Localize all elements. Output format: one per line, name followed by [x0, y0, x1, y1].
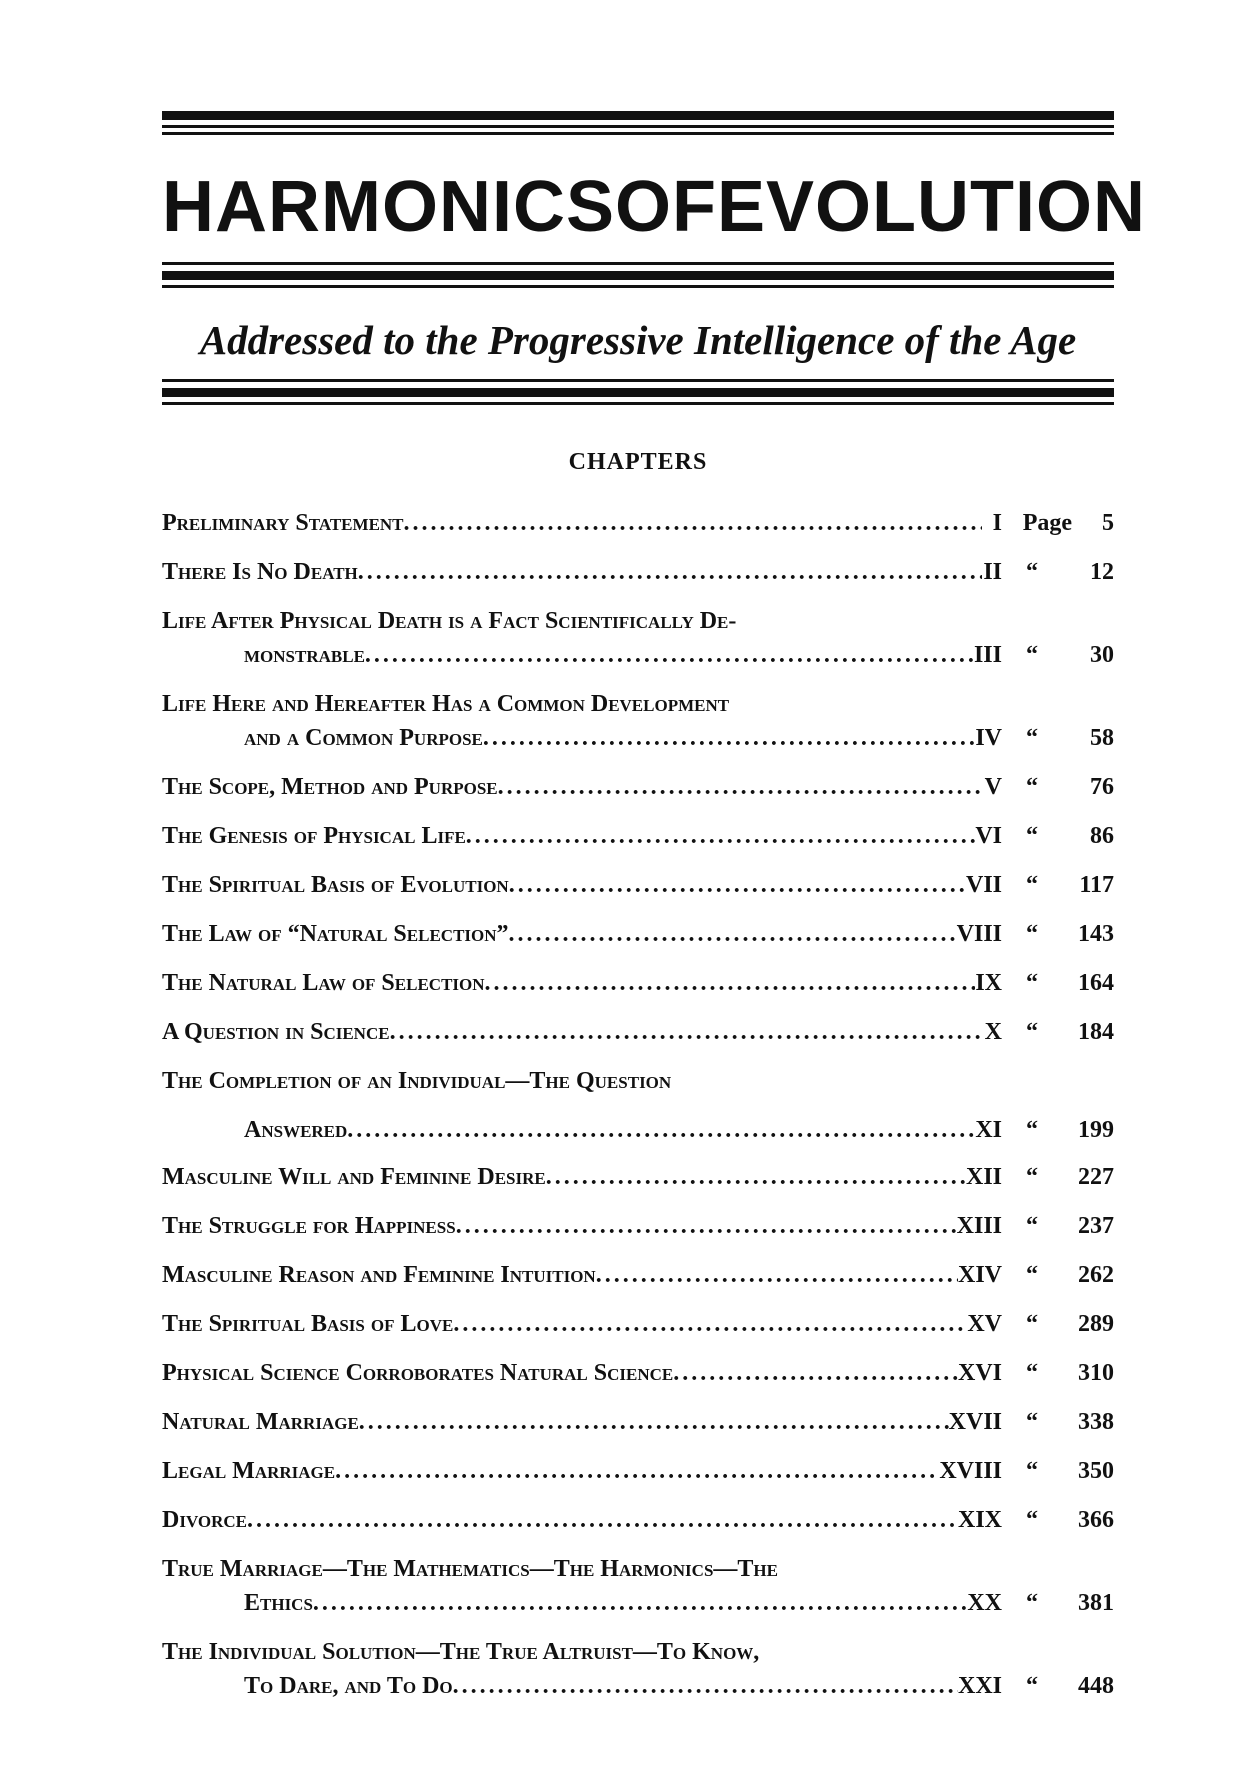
- toc-entry: [162, 1552, 1114, 1620]
- chapter-number: I: [992, 510, 1002, 536]
- page-label: “: [1026, 1262, 1038, 1288]
- title-rule-thick: [162, 271, 1114, 280]
- page-number: 184: [1078, 1019, 1114, 1045]
- chapter-number: III: [973, 642, 1002, 668]
- toc-entry: [162, 1209, 1114, 1243]
- toc-entry: [162, 770, 1114, 804]
- toc-entry: [162, 1015, 1114, 1049]
- chapter-title: Masculine Will and Feminine Desire: [162, 1164, 546, 1190]
- page-label: “: [1026, 642, 1038, 668]
- dot-leader: [404, 506, 982, 540]
- toc-entry-line: [162, 1454, 1114, 1488]
- dot-leader: [358, 555, 982, 589]
- subtitle-rule-thin-2: [162, 402, 1114, 405]
- dot-leader: [485, 966, 976, 1000]
- toc-entry: [162, 1405, 1114, 1439]
- dot-leader: [347, 1113, 975, 1147]
- page-number: 30: [1090, 642, 1114, 668]
- chapter-number: VIII: [956, 921, 1002, 947]
- toc-entry: [162, 1160, 1114, 1194]
- chapter-title: The Individual Solution—The True Altruist—To Know,: [162, 1639, 760, 1665]
- toc-entry-line: [162, 1552, 1114, 1586]
- page-number: 199: [1078, 1117, 1114, 1143]
- toc-entry-line: [162, 604, 1114, 638]
- toc-entry-line: [162, 1503, 1114, 1537]
- page-label: “: [1026, 921, 1038, 947]
- page-label: “: [1026, 725, 1038, 751]
- chapter-title: The Spiritual Basis of Evolution: [162, 872, 509, 898]
- toc-entry-line: [162, 1160, 1114, 1194]
- toc-entry: [162, 1356, 1114, 1390]
- dot-leader: [247, 1503, 958, 1537]
- chapter-number: IV: [975, 725, 1002, 751]
- toc-entry-line: [162, 1307, 1114, 1341]
- chapter-number: XXI: [957, 1673, 1002, 1699]
- toc-entry-continuation: [162, 638, 1114, 672]
- page-number: 58: [1090, 725, 1114, 751]
- chapter-number: VII: [965, 872, 1002, 898]
- toc-entry-line: [162, 917, 1114, 951]
- page-label: “: [1026, 774, 1038, 800]
- page-label: “: [1026, 559, 1038, 585]
- page-label: “: [1026, 1673, 1038, 1699]
- chapter-number: XV: [967, 1311, 1002, 1337]
- chapter-number: XX: [967, 1590, 1002, 1616]
- toc-entry-line: [162, 966, 1114, 1000]
- chapter-title: Ethics: [244, 1590, 313, 1616]
- chapter-title: Physical Science Corroborates Natural Science: [162, 1360, 674, 1386]
- dot-leader: [453, 1669, 958, 1703]
- page-number: 227: [1078, 1164, 1114, 1190]
- toc-entry-line: [162, 506, 1114, 540]
- toc-entry-line: [162, 1405, 1114, 1439]
- chapter-number: V: [984, 774, 1002, 800]
- page-label: “: [1026, 1590, 1038, 1616]
- chapter-title: The Completion of an Individual—The Question: [162, 1068, 672, 1094]
- page-number: 310: [1078, 1360, 1114, 1386]
- toc-entry-continuation: [162, 721, 1114, 755]
- toc-entry: [162, 1258, 1114, 1292]
- page-label: “: [1026, 1311, 1038, 1337]
- toc-entry-line: [162, 819, 1114, 853]
- dot-leader: [546, 1160, 966, 1194]
- page-number: 143: [1078, 921, 1114, 947]
- page-label: “: [1026, 823, 1038, 849]
- chapter-title: A Question in Science: [162, 1019, 390, 1045]
- toc-entry-line: [162, 555, 1114, 589]
- page-label: “: [1026, 1409, 1038, 1435]
- title-rule-thin-2: [162, 285, 1114, 288]
- page-label: “: [1026, 1360, 1038, 1386]
- page-label: “: [1026, 1507, 1038, 1533]
- page-number: 448: [1078, 1673, 1114, 1699]
- toc-entry: [162, 1454, 1114, 1488]
- chapter-number: II: [983, 559, 1002, 585]
- chapter-number: XII: [965, 1164, 1002, 1190]
- toc-entry: [162, 604, 1114, 672]
- chapter-title: Preliminary Statement: [162, 510, 404, 536]
- chapter-number: XVI: [957, 1360, 1002, 1386]
- subtitle-rule-thick: [162, 388, 1114, 397]
- chapter-title: The Genesis of Physical Life: [162, 823, 466, 849]
- page-number: 350: [1078, 1458, 1114, 1484]
- page-number: 164: [1078, 970, 1114, 996]
- dot-leader: [509, 917, 957, 951]
- chapter-number: X: [984, 1019, 1002, 1045]
- page-number: 117: [1079, 872, 1114, 898]
- toc-entry-line: [162, 1209, 1114, 1243]
- toc-entry: [162, 917, 1114, 951]
- toc-entry: [162, 1307, 1114, 1341]
- top-rule-thin-1: [162, 125, 1114, 128]
- chapter-number: XVII: [948, 1409, 1002, 1435]
- page-label: “: [1026, 872, 1038, 898]
- chapters-heading: CHAPTERS: [568, 449, 708, 475]
- title-word: HARMONICS: [162, 167, 615, 247]
- page-number: 289: [1078, 1311, 1114, 1337]
- page-label: “: [1026, 970, 1038, 996]
- page-label: “: [1026, 1213, 1038, 1239]
- chapter-number: XIX: [957, 1507, 1002, 1533]
- chapter-title: Answered: [244, 1117, 348, 1143]
- chapter-title: Masculine Reason and Feminine Intuition: [162, 1262, 596, 1288]
- dot-leader: [483, 721, 975, 755]
- chapter-title: Divorce: [162, 1507, 247, 1533]
- chapter-title: monstrable: [244, 642, 365, 668]
- toc-entry-continuation: [162, 1669, 1114, 1703]
- chapter-number: IX: [975, 970, 1002, 996]
- title-word: OF: [615, 167, 717, 247]
- toc-entry-line: [162, 1015, 1114, 1049]
- dot-leader: [335, 1454, 939, 1488]
- dot-leader: [359, 1405, 949, 1439]
- page-label: “: [1026, 1019, 1038, 1045]
- page-number: 262: [1078, 1262, 1114, 1288]
- toc-entry: [162, 868, 1114, 902]
- chapter-title: Legal Marriage: [162, 1458, 336, 1484]
- dot-leader: [313, 1586, 967, 1620]
- chapter-title: There Is No Death: [162, 559, 358, 585]
- dot-leader: [453, 1307, 967, 1341]
- page-label: “: [1026, 1164, 1038, 1190]
- page-number: 12: [1090, 559, 1114, 585]
- dot-leader: [498, 770, 982, 804]
- top-rule-thin-2: [162, 132, 1114, 135]
- dot-leader: [456, 1209, 957, 1243]
- chapter-number: XVIII: [939, 1458, 1002, 1484]
- title-rule-thin-1: [162, 262, 1114, 265]
- toc-entry-line: [162, 1258, 1114, 1292]
- page-label: “: [1026, 1458, 1038, 1484]
- page-label: Page: [1022, 510, 1072, 536]
- book-subtitle: Addressed to the Progressive Intelligence of the Age: [199, 317, 1077, 363]
- toc-entry-line: [162, 1064, 1114, 1098]
- chapter-title: The Natural Law of Selection: [162, 970, 485, 996]
- dot-leader: [509, 868, 966, 902]
- chapter-title: The Scope, Method and Purpose: [162, 774, 498, 800]
- page-number: 237: [1078, 1213, 1114, 1239]
- top-rule-thick: [162, 111, 1114, 120]
- dot-leader: [466, 819, 976, 853]
- chapter-title: Natural Marriage: [162, 1409, 359, 1435]
- page-number: 76: [1090, 774, 1114, 800]
- toc-entry-continuation: [162, 1113, 1114, 1147]
- page-number: 366: [1078, 1507, 1114, 1533]
- dot-leader: [673, 1356, 958, 1390]
- chapter-number: XIII: [956, 1213, 1002, 1239]
- toc-entry: [162, 506, 1114, 540]
- toc-entry-line: [162, 868, 1114, 902]
- page-number: 338: [1078, 1409, 1114, 1435]
- dot-leader: [596, 1258, 958, 1292]
- chapter-title: and a Common Purpose: [244, 725, 483, 751]
- toc-entry: [162, 819, 1114, 853]
- chapter-title: Life Here and Hereafter Has a Common Development: [162, 691, 730, 717]
- chapter-title: Life After Physical Death is a Fact Scientifically De-: [162, 608, 737, 634]
- chapter-number: VI: [975, 823, 1002, 849]
- page-label: “: [1026, 1117, 1038, 1143]
- chapter-title: True Marriage—The Mathematics—The Harmonics—The: [162, 1556, 778, 1582]
- chapter-title: To Dare, and To Do: [244, 1673, 453, 1699]
- page-number: 86: [1090, 823, 1114, 849]
- toc-entry: [162, 1064, 1114, 1147]
- chapter-number: XIV: [957, 1262, 1002, 1288]
- toc-entry: [162, 687, 1114, 755]
- toc-entry: [162, 966, 1114, 1000]
- page-number: 5: [1102, 510, 1114, 536]
- toc-entry: [162, 555, 1114, 589]
- chapter-number: XI: [975, 1117, 1002, 1143]
- dot-leader: [365, 638, 974, 672]
- chapter-title: The Spiritual Basis of Love: [162, 1311, 454, 1337]
- title-word: EVOLUTION: [716, 167, 1146, 247]
- toc-entry-line: [162, 1356, 1114, 1390]
- toc-entry-line: [162, 1635, 1114, 1669]
- chapter-title: The Law of “Natural Selection”: [162, 921, 509, 947]
- chapter-title: The Struggle for Happiness: [162, 1213, 456, 1239]
- toc-entry: [162, 1503, 1114, 1537]
- toc-entry-line: [162, 770, 1114, 804]
- dot-leader: [390, 1015, 982, 1049]
- subtitle-rule-thin-1: [162, 379, 1114, 382]
- toc-entry-continuation: [162, 1586, 1114, 1620]
- toc-entry-line: [162, 687, 1114, 721]
- toc-entry: [162, 1635, 1114, 1703]
- page-number: 381: [1078, 1590, 1114, 1616]
- book-title: [162, 162, 1146, 252]
